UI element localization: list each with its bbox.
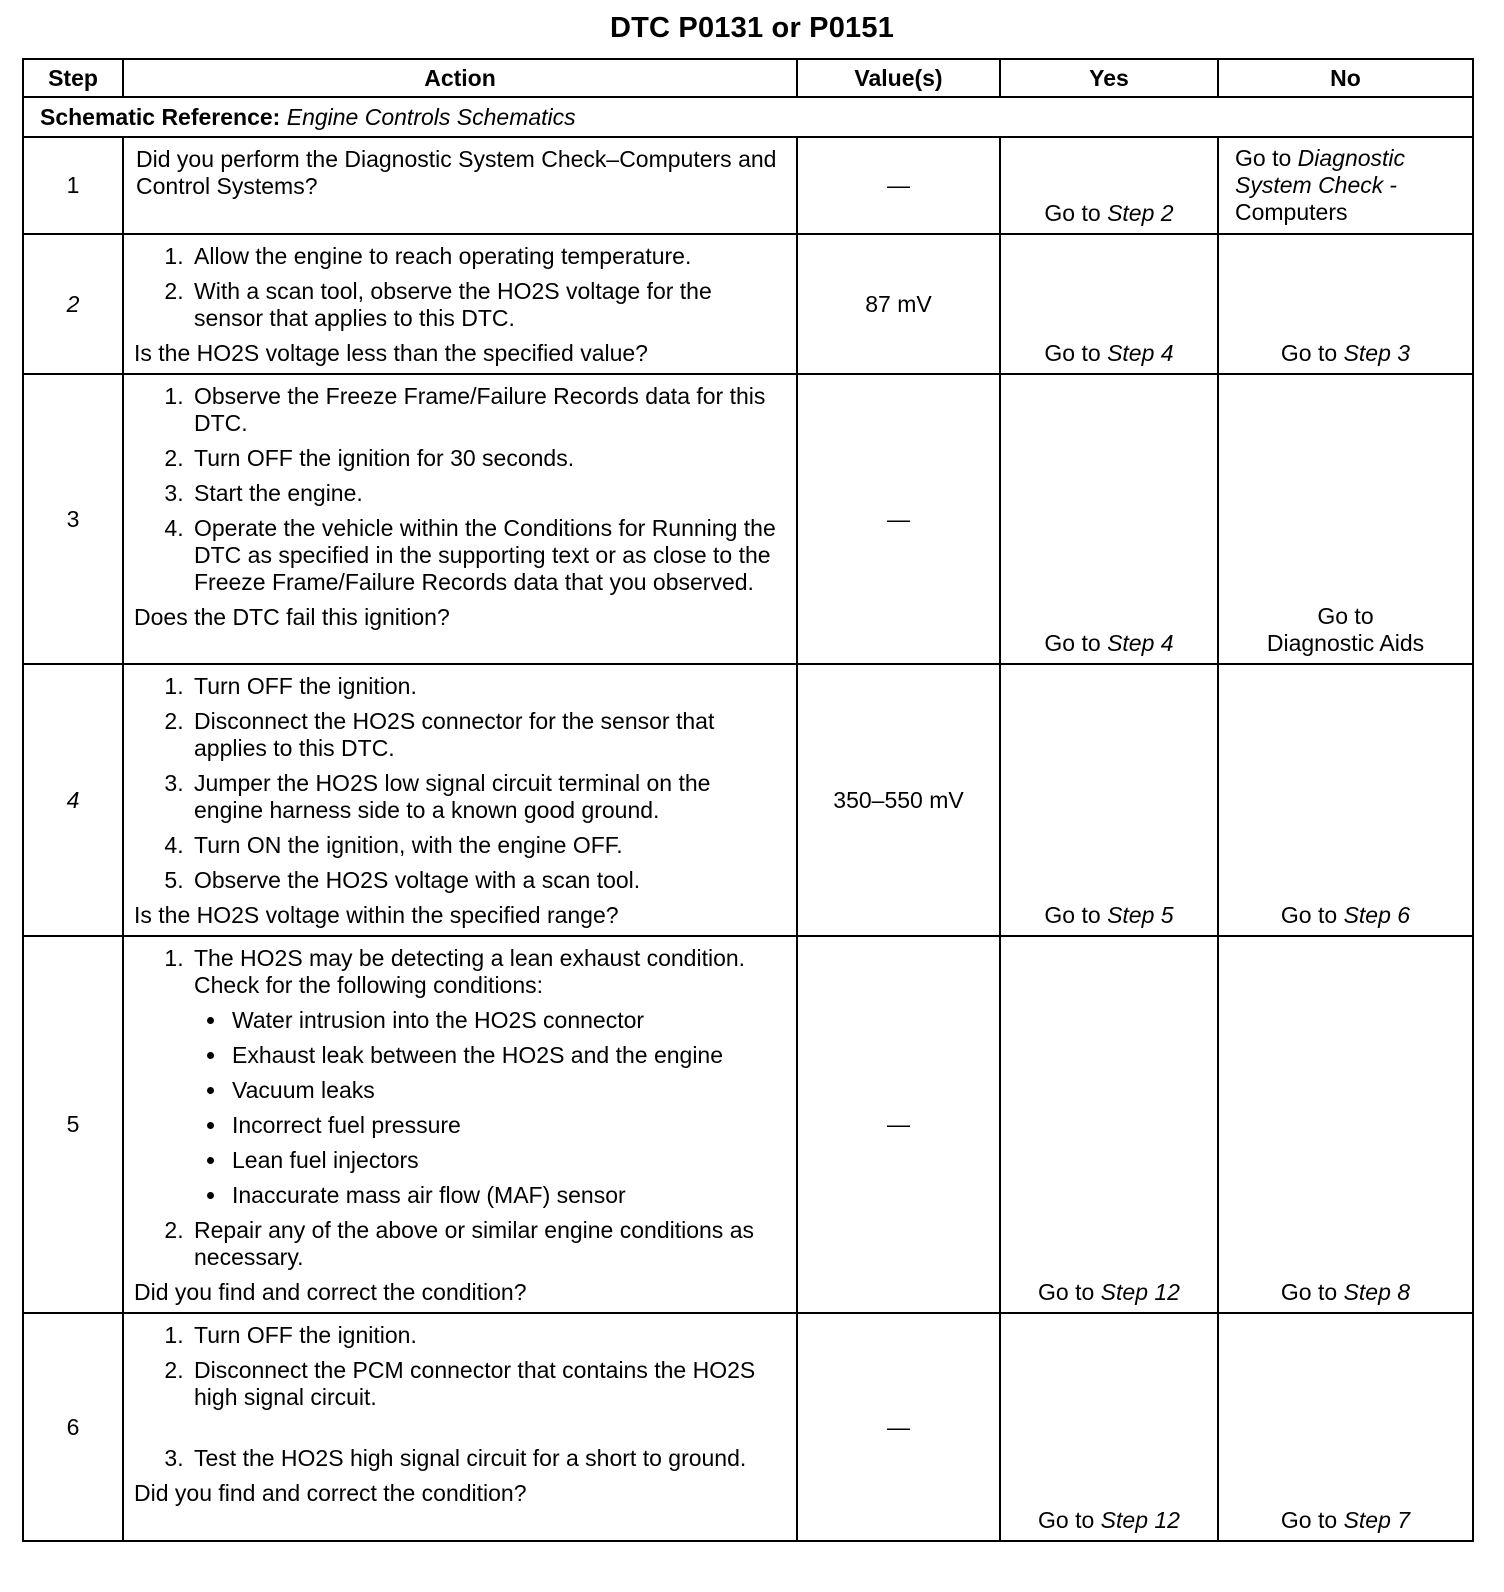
action-question: Did you find and correct the condition?: [134, 1480, 527, 1506]
condition-list: [194, 1007, 784, 1209]
value-cell: —: [797, 374, 1000, 664]
action-cell: [123, 137, 797, 234]
action-cell: [123, 234, 797, 374]
no-suffix: - Computers: [1235, 172, 1398, 225]
action-item: 2. Disconnect the PCM connector that contains the HO2S high signal circuit.: [190, 1357, 784, 1411]
no-step-link: Step 6: [1343, 902, 1411, 928]
action-item: 2. With a scan tool, observe the HO2S voltage for the sensor that applies to this DTC.: [190, 278, 784, 332]
header-row: [23, 59, 1473, 97]
no-prefix: Go to: [1235, 145, 1292, 171]
no-cell: [1218, 664, 1473, 936]
yes-prefix: Go to: [1038, 1507, 1095, 1533]
header-yes: Yes: [1000, 59, 1218, 97]
yes-step-link: Step 12: [1100, 1279, 1180, 1305]
no-cell: [1218, 374, 1473, 664]
yes-cell: [1000, 137, 1218, 234]
step-number: 5: [23, 936, 123, 1313]
action-list: [134, 383, 784, 596]
action-item: 4. Operate the vehicle within the Conditions for Running the DTC as specified in the supporting text or as close to the Freeze Frame/Failure Records data that you observed.: [190, 515, 784, 596]
action-item: 2. Turn OFF the ignition for 30 seconds.: [190, 445, 784, 472]
table-row: [23, 234, 1473, 374]
no-prefix: Go to: [1280, 1507, 1338, 1533]
step-number: 2: [23, 234, 123, 374]
action-item: 1. Turn OFF the ignition.: [190, 1322, 784, 1349]
condition-item: • Inaccurate mass air flow (MAF) sensor: [228, 1182, 784, 1209]
yes-cell: [1000, 234, 1218, 374]
action-question: Is the HO2S voltage less than the specified value?: [134, 340, 648, 366]
yes-prefix: Go to: [1038, 1279, 1095, 1305]
yes-prefix: Go to: [1044, 340, 1101, 366]
action-item: 1. Allow the engine to reach operating temperature.: [190, 243, 784, 270]
table-row: [23, 374, 1473, 664]
action-item-text: The HO2S may be detecting a lean exhaust condition. Check for the following conditions:: [194, 945, 746, 998]
table-row: [23, 664, 1473, 936]
yes-step-link: Step 2: [1107, 200, 1174, 226]
yes-step-link: Step 4: [1107, 630, 1174, 656]
action-item: 5. Observe the HO2S voltage with a scan tool.: [190, 867, 784, 894]
condition-item: • Incorrect fuel pressure: [228, 1112, 784, 1139]
action-item: 3. Test the HO2S high signal circuit for a short to ground.: [190, 1445, 784, 1472]
action-cell: [123, 664, 797, 936]
action-question: Is the HO2S voltage within the specified range?: [134, 902, 619, 928]
yes-prefix: Go to: [1044, 902, 1101, 928]
yes-step-link: Step 4: [1107, 340, 1174, 366]
yes-prefix: Go to: [1044, 200, 1101, 226]
action-item: 4. Turn ON the ignition, with the engine OFF.: [190, 832, 784, 859]
action-question: Did you perform the Diagnostic System Check–Computers and Control Systems?: [136, 146, 777, 199]
no-cell: [1218, 234, 1473, 374]
action-list: [134, 945, 784, 1271]
no-cell: [1218, 137, 1473, 234]
no-cell: [1218, 1313, 1473, 1541]
step-number: 6: [23, 1313, 123, 1541]
table-row: [23, 137, 1473, 234]
no-reference-link: Diagnostic System Check: [1235, 145, 1406, 198]
yes-cell: [1000, 1313, 1218, 1541]
condition-item: • Exhaust leak between the HO2S and the engine: [228, 1042, 784, 1069]
diagnostic-table: [22, 58, 1474, 1542]
action-question: Did you find and correct the condition?: [134, 1279, 527, 1305]
value-cell: —: [797, 936, 1000, 1313]
no-prefix: Go to: [1317, 603, 1374, 629]
schematic-reference: [23, 97, 1473, 137]
value-cell: —: [797, 1313, 1000, 1541]
step-number: 4: [23, 664, 123, 936]
action-item: 1. Observe the Freeze Frame/Failure Records data for this DTC.: [190, 383, 784, 437]
yes-step-link: Step 5: [1107, 902, 1174, 928]
condition-item: • Lean fuel injectors: [228, 1147, 784, 1174]
step-number: 1: [23, 137, 123, 234]
header-values: Value(s): [797, 59, 1000, 97]
action-cell: [123, 1313, 797, 1541]
step-number: 3: [23, 374, 123, 664]
schematic-reference-value: Engine Controls Schematics: [286, 103, 576, 130]
action-item: 2. Disconnect the HO2S connector for the sensor that applies to this DTC.: [190, 708, 784, 762]
schematic-reference-row: [23, 97, 1473, 137]
header-no: No: [1218, 59, 1473, 97]
header-step: Step: [23, 59, 123, 97]
no-prefix: Go to: [1280, 340, 1338, 366]
condition-item: • Vacuum leaks: [228, 1077, 784, 1104]
value-cell: 87 mV: [797, 234, 1000, 374]
no-step-link: Step 7: [1343, 1507, 1411, 1533]
condition-item: • Water intrusion into the HO2S connector: [228, 1007, 784, 1034]
table-row: [23, 1313, 1473, 1541]
no-step-link: Step 8: [1343, 1279, 1411, 1305]
action-cell: [123, 374, 797, 664]
yes-cell: [1000, 374, 1218, 664]
action-item: 1. Turn OFF the ignition.: [190, 673, 784, 700]
action-list: [134, 673, 784, 894]
value-cell: —: [797, 137, 1000, 234]
no-prefix: Go to: [1280, 902, 1338, 928]
no-step-link: Step 3: [1343, 340, 1411, 366]
action-item: 2. Repair any of the above or similar engine conditions as necessary.: [190, 1217, 784, 1271]
action-question: Does the DTC fail this ignition?: [134, 604, 450, 630]
no-diagnostic-aids-link: Diagnostic Aids: [1266, 630, 1425, 656]
action-item: 3. Jumper the HO2S low signal circuit terminal on the engine harness side to a known good ground.: [190, 770, 784, 824]
yes-cell: [1000, 664, 1218, 936]
no-prefix: Go to: [1280, 1279, 1338, 1305]
action-list: [134, 243, 784, 332]
action-cell: [123, 936, 797, 1313]
action-list: [134, 1322, 784, 1472]
yes-prefix: Go to: [1044, 630, 1101, 656]
action-item: 3. Start the engine.: [190, 480, 784, 507]
yes-cell: [1000, 936, 1218, 1313]
page-title: DTC P0131 or P0151: [609, 12, 895, 44]
no-cell: [1218, 936, 1473, 1313]
value-cell: 350–550 mV: [797, 664, 1000, 936]
action-item: [190, 945, 784, 1209]
table-row: [23, 936, 1473, 1313]
yes-step-link: Step 12: [1100, 1507, 1180, 1533]
schematic-reference-label: Schematic Reference:: [40, 103, 281, 130]
header-action: Action: [123, 59, 797, 97]
